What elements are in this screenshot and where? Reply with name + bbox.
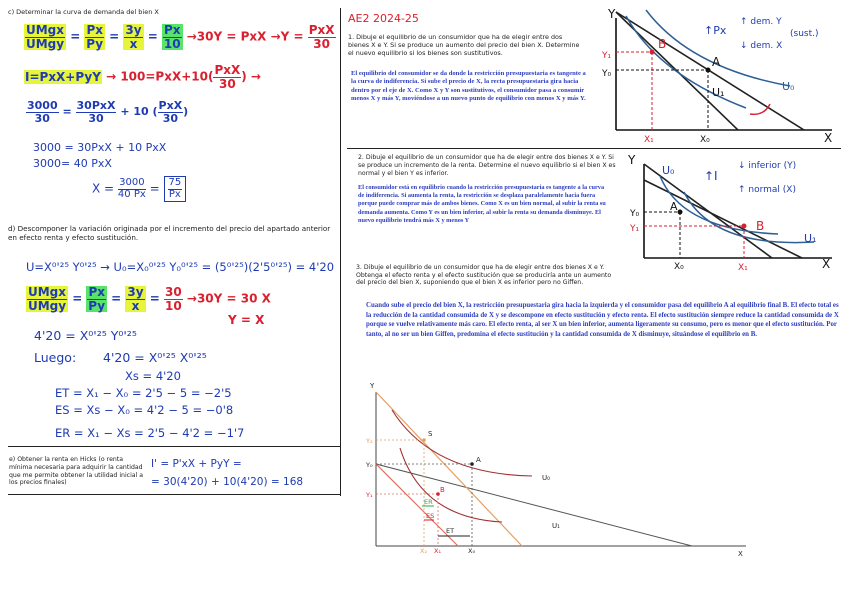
equation-step-5: 3000= 40 PxX — [33, 157, 112, 170]
section-c-title: c) Determinar la curva de demanda del bien X — [8, 8, 159, 16]
curve-label-u0: U₀ — [662, 164, 675, 177]
answer-3: Cuando sube el precio del bien X, la restricción presupuestaria gira hacia la izquierda y el consumidor pasa del equilibrio A al equilibrio final B. El efecto total es la reducción de la cantidad consumida de X y se descompone en efecto sustitución y efecto renta. El efecto sustitución siempre reduce la cantidad consumida de X porque se vuelve relativamente más caro. El efecto renta, al ser X un bien inferior, aumenta ligeramente su consumo, pero es menor que el efecto sustitución. Por tanto, al no ser un bien Giffen, predomina el efecto sustitución y la cantidad consumida de X disminuye, situándose el equilibrio en B. — [366, 302, 839, 339]
tick-y0: Y₀ — [366, 461, 373, 469]
tick-y0: Y₀ — [630, 209, 640, 219]
point-b-label: B — [440, 486, 445, 494]
section-e-title: e) Obtener la renta en Hicks (o renta mínima necesaria para adquirir la cantidad que me permite obtener la utilidad inicial a los precios finales) — [9, 456, 144, 487]
label-luego: Luego: — [34, 350, 77, 365]
divider — [8, 446, 340, 447]
equation-effect-total: ET = X₁ − X₀ = 2'5 − 5 = −2'5 — [55, 386, 232, 400]
axis-x-label: X — [738, 550, 743, 558]
equation-hicks-2: = 30(4'20) + 10(4'20) = 168 — [151, 476, 304, 488]
point-b-label: B — [756, 219, 765, 233]
equation-demand-x: X = $\frac{3000}{40 Px}$ = $\frac{75}{Px}$ — [92, 176, 186, 202]
answer-1: El equilibrio del consumidor se da donde la restricción presupuestaria es tangente a la curva de indiferencia. Si sube el precio de X, la recta presupuestaria gira hacia dentro por el eje de X. Como X y Y son sustitutivos, el consumidor pasa a consumir menos X y más Y, moviéndose a un nuevo punto de equilibrio con menos X y más Y. — [351, 70, 586, 102]
point-a-label: A — [712, 55, 721, 69]
point-a-label: A — [476, 456, 481, 464]
equation-budget: I=PxX+PyY → 100=PxX+10( $\frac{\text{PxX}}{30}$ ) → — [25, 63, 261, 91]
answer-2: El consumidor está en equilibrio cuando la restricción presupuestaria es tangente a la curva de indiferencia. Si aumenta la renta, la restricción se desplaza paralelamente hacia fuera porque puede comprar más de ambos bienes. Como X es un bien normal, al subir la renta su demanda aumenta. Como Y es un bien inferior, al subir la renta su demanda disminuye. El nuevo equilibrio tendrá más X y menos Y — [358, 184, 606, 224]
equation-effect-income: ER = X₁ − Xs = 2'5 − 4'2 = −1'7 — [55, 426, 245, 440]
axis-y-label: Y — [628, 153, 636, 167]
divider — [8, 494, 340, 495]
tick-x1: X₁ — [644, 135, 654, 145]
tick-x1: X₁ — [434, 547, 442, 555]
header-title: AE2 2024-25 — [348, 12, 419, 25]
tick-x0: X₀ — [674, 262, 684, 272]
tick-y1: Y₁ — [602, 51, 612, 61]
label-substitutes: (sust.) — [790, 29, 819, 39]
label-et: ET — [446, 527, 455, 535]
tick-y1: Y₁ — [366, 491, 373, 499]
equation-step-10: 4'20 = X⁰'²⁵ X⁰'²⁵ — [103, 350, 207, 365]
graph-3-hicks — [362, 378, 754, 560]
curve-label-u1: U₁ — [552, 522, 560, 530]
label-price-up: ↑Px — [704, 24, 727, 37]
label-income-up: ↑I — [704, 169, 718, 183]
tick-x2: X₂ — [420, 547, 428, 555]
question-3: 3. Dibuje el equilibrio de un consumidor que ha de elegir entre dos bienes X e Y. Obtenga el efecto renta y el efecto sustitución que se produciría ante un aumento del precio del bien X, suponiendo que el bien X es inferior pero no Giffen. — [356, 264, 612, 287]
tick-x0: X₀ — [700, 135, 710, 145]
label-demand-y: ↑ dem. Y — [740, 17, 782, 27]
equation-utility: U=X⁰'²⁵ Y⁰'²⁵ → U₀=X₀⁰'²⁵ Y₀⁰'²⁵ = (5⁰'²⁵)(2'5⁰'²⁵) = 4'20 — [26, 260, 335, 274]
axis-y-label: Y — [608, 7, 616, 21]
graph-2-income — [622, 150, 840, 274]
label-inferior: ↓ inferior (Y) — [738, 161, 797, 171]
column-divider — [340, 8, 341, 496]
equation-step-4: 3000 = 30PxX + 10 PxX — [33, 141, 167, 154]
question-2: 2. Dibuje el equilibrio de un consumidor que ha de elegir entre dos bienes X e Y. Si se produce un incremento de la renta. Determine el nuevo equilibrio si el bien X es normal y el bien Y es inferior. — [358, 154, 616, 177]
axis-x-label: X — [822, 257, 831, 271]
label-demand-x: ↓ dem. X — [740, 41, 783, 51]
tick-y1: Y₁ — [630, 224, 640, 234]
equation-y-equals-x: Y = X — [228, 313, 265, 327]
curve-label-u0: U₀ — [782, 80, 795, 93]
divider — [347, 148, 841, 149]
tick-x0: X₀ — [468, 547, 476, 555]
axis-y-label: Y — [370, 382, 375, 390]
equation-hicks-1: I' = P'xX + PyY = — [151, 458, 242, 470]
equation-substitution: $\frac{3000}{30}$ = $\frac{\text{30PxX}}{30}$ + 10 ( $\frac{\text{PxX}}{30}$ ) — [27, 99, 189, 125]
equation-tangency-2: $\frac{\text{UMgx}}{\text{UMgy}}$ = $\frac{Px}{Py}$ = $\frac{3y}{x}$ = $\frac{30}{10}$ →30Y = 30 X — [27, 285, 271, 313]
equation-tangency-1: $\frac{\text{UMgx}}{\text{UMgy}}$ = $\frac{Px}{Py}$ = $\frac{3y}{x}$ = $\frac{Px}{10}$ →30Y = PxX →Y = $\frac{\text{PxX}}{30}$ — [25, 23, 335, 51]
curve-label-u1: U₁ — [804, 232, 817, 245]
question-1: 1. Dibuje el equilibrio de un consumidor que ha de elegir entre dos bienes X e Y. Si se produce un aumento del precio del bien X. Determine el nuevo equilibrio si los bienes son sustitutivos. — [348, 33, 580, 57]
tick-y0: Y₀ — [602, 69, 612, 79]
point-a-label: A — [670, 200, 678, 213]
point-s-label: S — [428, 430, 433, 438]
tick-x1: X₁ — [738, 263, 748, 273]
label-er: ER — [424, 498, 433, 506]
equation-effect-substitution: ES = Xs − X₀ = 4'2 − 5 = −0'8 — [55, 403, 234, 417]
curve-label-u1: U₁ — [712, 86, 725, 99]
graph-1-substitutes — [600, 4, 840, 146]
tick-y2: Y₂ — [366, 437, 373, 445]
label-es: ES — [426, 512, 435, 520]
curve-label-u0: U₀ — [542, 474, 550, 482]
point-b-label: B — [658, 37, 667, 51]
equation-step-9: 4'20 = X⁰'²⁵ Y⁰'²⁵ — [34, 328, 137, 343]
label-normal: ↑ normal (X) — [738, 185, 796, 195]
section-d-title: d) Descomponer la variación originada por el incremento del precio del apartado anterior en efecto renta y efecto sustitución. — [8, 224, 331, 242]
equation-xs: Xs = 4'20 — [125, 369, 181, 383]
axis-x-label: X — [824, 131, 833, 145]
